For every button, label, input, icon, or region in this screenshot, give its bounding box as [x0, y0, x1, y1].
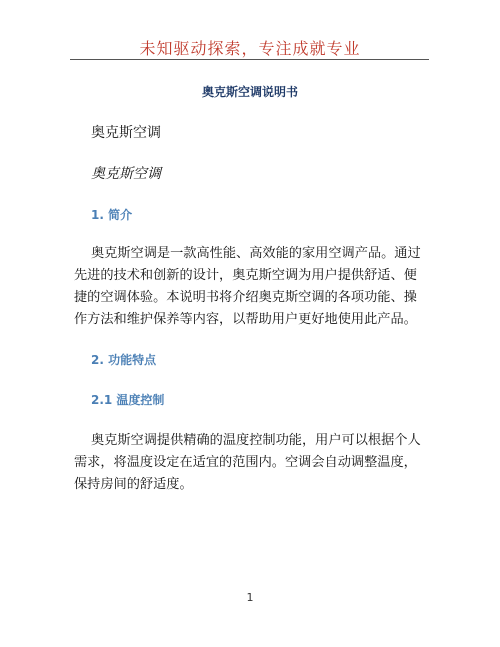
document-title: 奥克斯空调说明书: [201, 85, 298, 99]
page-number: 1: [246, 591, 254, 604]
header-banner: 未知驱动探索，专注成就专业: [139, 39, 361, 58]
section-heading-intro: 1. 简介: [91, 208, 133, 222]
temperature-paragraph: 奥克斯空调提供精确的温度控制功能，用户可以根据个人需求，将温度设定在适宜的范围内。空调会自动调整温度，保持房间的舒适度。: [74, 433, 421, 492]
section-heading-temperature: 2.1 温度控制: [91, 393, 165, 407]
section-heading-features: 2. 功能特点: [91, 353, 157, 367]
subtitle-plain: 奥克斯空调: [91, 125, 161, 141]
header-divider: [70, 59, 429, 60]
intro-paragraph: 奥克斯空调是一款高性能、高效能的家用空调产品。通过先进的技术和创新的设计，奥克斯空调为用户提供舒适、便捷的空调体验。本说明书将介绍奥克斯空调的各项功能、操作方法和维护保养等内容，以帮助用户更好地使用此产品。: [74, 246, 421, 327]
subtitle-italic: 奥克斯空调: [91, 166, 161, 182]
